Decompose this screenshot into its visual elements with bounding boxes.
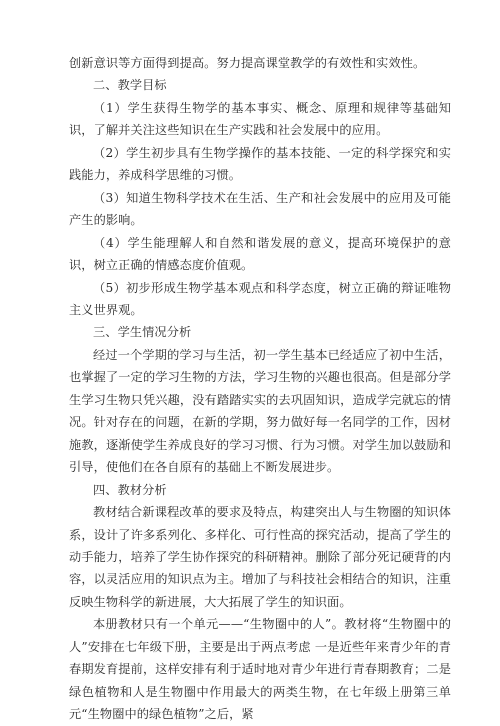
document-body [69, 52, 451, 726]
heading-teaching-goals: 二、教学目标 [93, 78, 167, 93]
heading-student-analysis: 三、学生情况分析 [93, 325, 192, 340]
goal-item-5: （5）初步形成生物学基本观点和科学态度，树立正确的辩证唯物主义世界观。 [69, 280, 451, 317]
paragraph-textbook-analysis-2: 本册教材只有一个单元——“生物圈中的人”。教材将“生物圈中的人”安排在七年级下册，主要是出于两点考虑 一是近些年来青少年的青春期发育提前，这样安排有利于适时地对青少年进行青春期教育；二是绿色植物和人是生物圈中作用最大的两类生物，在七年级上册第三单元“生物圈中的绿色植物”之后，紧 [69, 617, 451, 722]
paragraph-textbook-analysis-1: 教材结合新课程改革的要求及特点，构建突出人与生物圈的知识体系，设计了许多系列化、多样化、可行性高的探究活动，提高了学生的动手能力，培养了学生协作探究的科研精神。删除了部分死记硬背的内容，以灵活应用的知识点为主。增加了与科技社会相结合的知识，注重反映生物科学的新进展，大大拓展了学生的知识面。 [69, 505, 451, 609]
paragraph-student-analysis: 经过一个学期的学习与生活，初一学生基本已经适应了初中生活，也掌握了一定的学习生物的方法，学习生物的兴趣也很高。但是部分学生学习生物只凭兴趣，没有踏踏实实的去巩固知识，造成学完就忘的情况。针对存在的问题，在新的学期，努力做好每一名同学的工作，因材施教，逐渐使学生养成良好的学习习惯、行为习惯。对学生加以鼓励和引导，使他们在各自原有的基础上不断发展进步。 [69, 347, 451, 475]
goal-item-3: （3）知道生物科学技术在生活、生产和社会发展中的应用及可能产生的影响。 [69, 190, 451, 228]
goal-item-1: （1）学生获得生物学的基本事实、概念、原理和规律等基础知识，了解并关注这些知识在生产实践和社会发展中的应用。 [69, 100, 451, 138]
paragraph-intro-continuation: 创新意识等方面得到提高。努力提高课堂教学的有效性和实效性。 [69, 56, 426, 70]
heading-textbook-analysis: 四、教材分析 [93, 482, 167, 497]
goal-item-2: （2）学生初步具有生物学操作的基本技能、一定的科学探究和实践能力，养成科学思维的习惯。 [69, 145, 451, 183]
goal-item-4: （4）学生能理解人和自然和谐发展的意义，提高环境保护的意识，树立正确的情感态度价值观。 [69, 235, 451, 273]
